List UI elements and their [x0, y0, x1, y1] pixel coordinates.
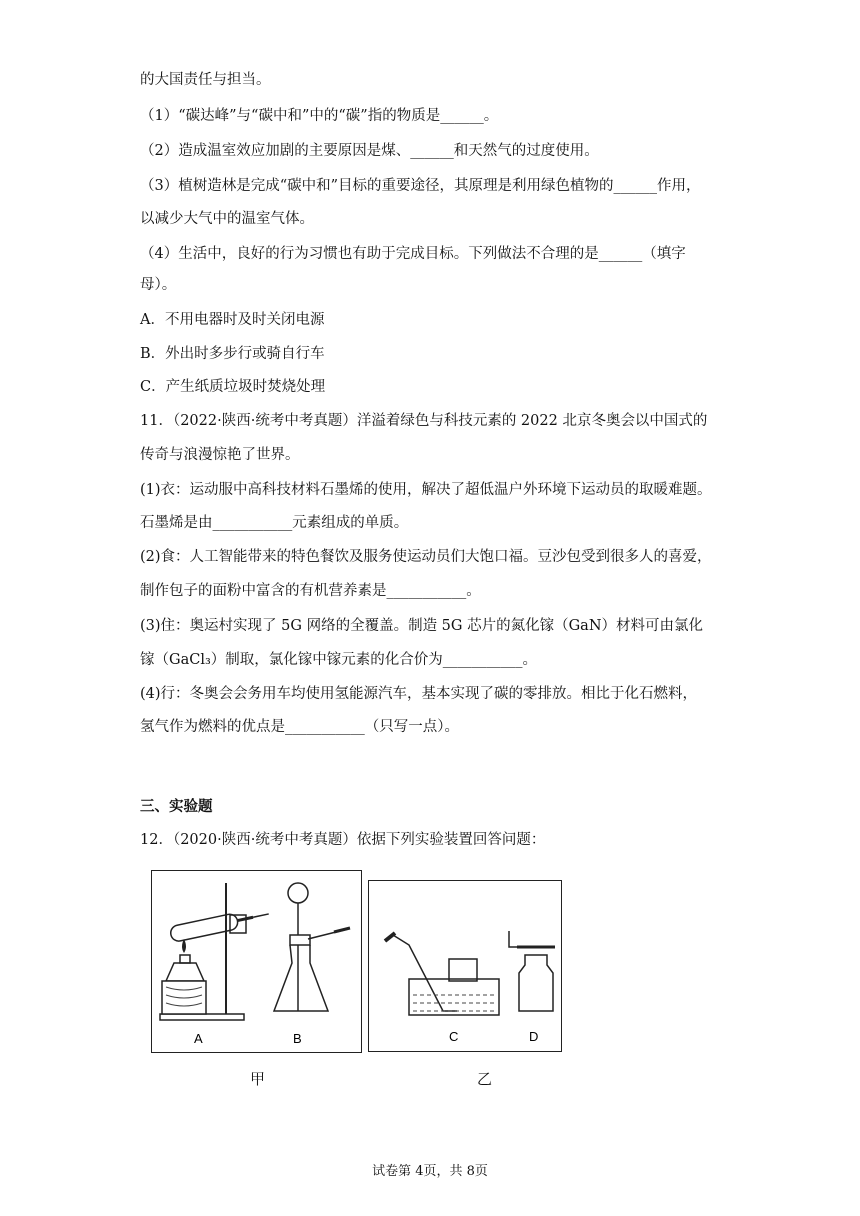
label-b: B — [293, 1031, 302, 1046]
text-line-13: (1)衣：运动服中高科技材料石墨烯的使用，解决了超低温户外环境下运动员的取暖难题。 — [140, 482, 712, 498]
text-line-15: (2)食：人工智能带来的特色餐饮及服务使运动员们大饱口福。豆沙包受到很多人的喜爱， — [140, 549, 712, 565]
text-line-18: 镓（GaCl₃）制取，氯化镓中镓元素的化合价为___________。 — [140, 652, 538, 668]
page-footer: 试卷第 4页，共 8页 — [372, 1164, 488, 1179]
question-12: 12．（2020·陕西·统考中考真题）依据下列实验装置回答问题： — [140, 832, 546, 848]
text-line-14: 石墨烯是由___________元素组成的单质。 — [140, 515, 409, 531]
question-11: 11．（2022·陕西·统考中考真题）洋溢着绿色与科技元素的 2022 北京冬奥会以中国式的 — [140, 413, 708, 429]
label-c: C — [449, 1029, 459, 1044]
caption-left: 甲 — [250, 1070, 266, 1088]
figure-apparatus-right — [368, 880, 562, 1052]
text-line-19: (4)行：冬奥会会务用车均使用氢能源汽车，基本实现了碳的零排放。相比于化石燃料， — [140, 686, 698, 702]
text-line-17: (3)住：奥运村实现了 5G 网络的全覆盖。制造 5G 芯片的氮化镓（GaN）材料可由氯化 — [140, 618, 704, 634]
text-line-3: （2）造成温室效应加剧的主要原因是煤、______和天然气的过度使用。 — [140, 143, 599, 159]
text-line-20: 氢气作为燃料的优点是___________（只写一点）。 — [140, 719, 459, 735]
text-line-7: 母）。 — [140, 277, 177, 293]
text-line-1: 的大国责任与担当。 — [140, 72, 271, 88]
figure-apparatus-left — [151, 870, 362, 1053]
text-line-12: 传奇与浪漫惊艳了世界。 — [140, 447, 300, 463]
text-line-4: （3）植树造林是完成“碳中和”目标的重要途径，其原理是利用绿色植物的______作用， — [140, 178, 701, 194]
option-b: B．外出时多步行或骑自行车 — [140, 346, 325, 362]
label-a: A — [194, 1031, 203, 1046]
option-a: A．不用电器时及时关闭电源 — [140, 312, 325, 328]
text-line-16: 制作包子的面粉中富含的有机营养素是___________。 — [140, 583, 481, 599]
caption-right: 乙 — [477, 1070, 493, 1088]
apparatus-cd-drawing — [369, 881, 561, 1051]
text-line-6: （4）生活中，良好的行为习惯也有助于完成目标。下列做法不合理的是______（填字 — [140, 246, 686, 262]
text-line-2: （1）“碳达峰”与“碳中和”中的“碳”指的物质是______。 — [140, 108, 499, 124]
label-d: D — [529, 1029, 539, 1044]
section-heading: 三、实验题 — [140, 799, 213, 815]
option-c: C．产生纸质垃圾时焚烧处理 — [140, 379, 326, 395]
text-line-5: 以减少大气中的温室气体。 — [140, 211, 314, 227]
apparatus-ab-drawing — [152, 871, 361, 1052]
